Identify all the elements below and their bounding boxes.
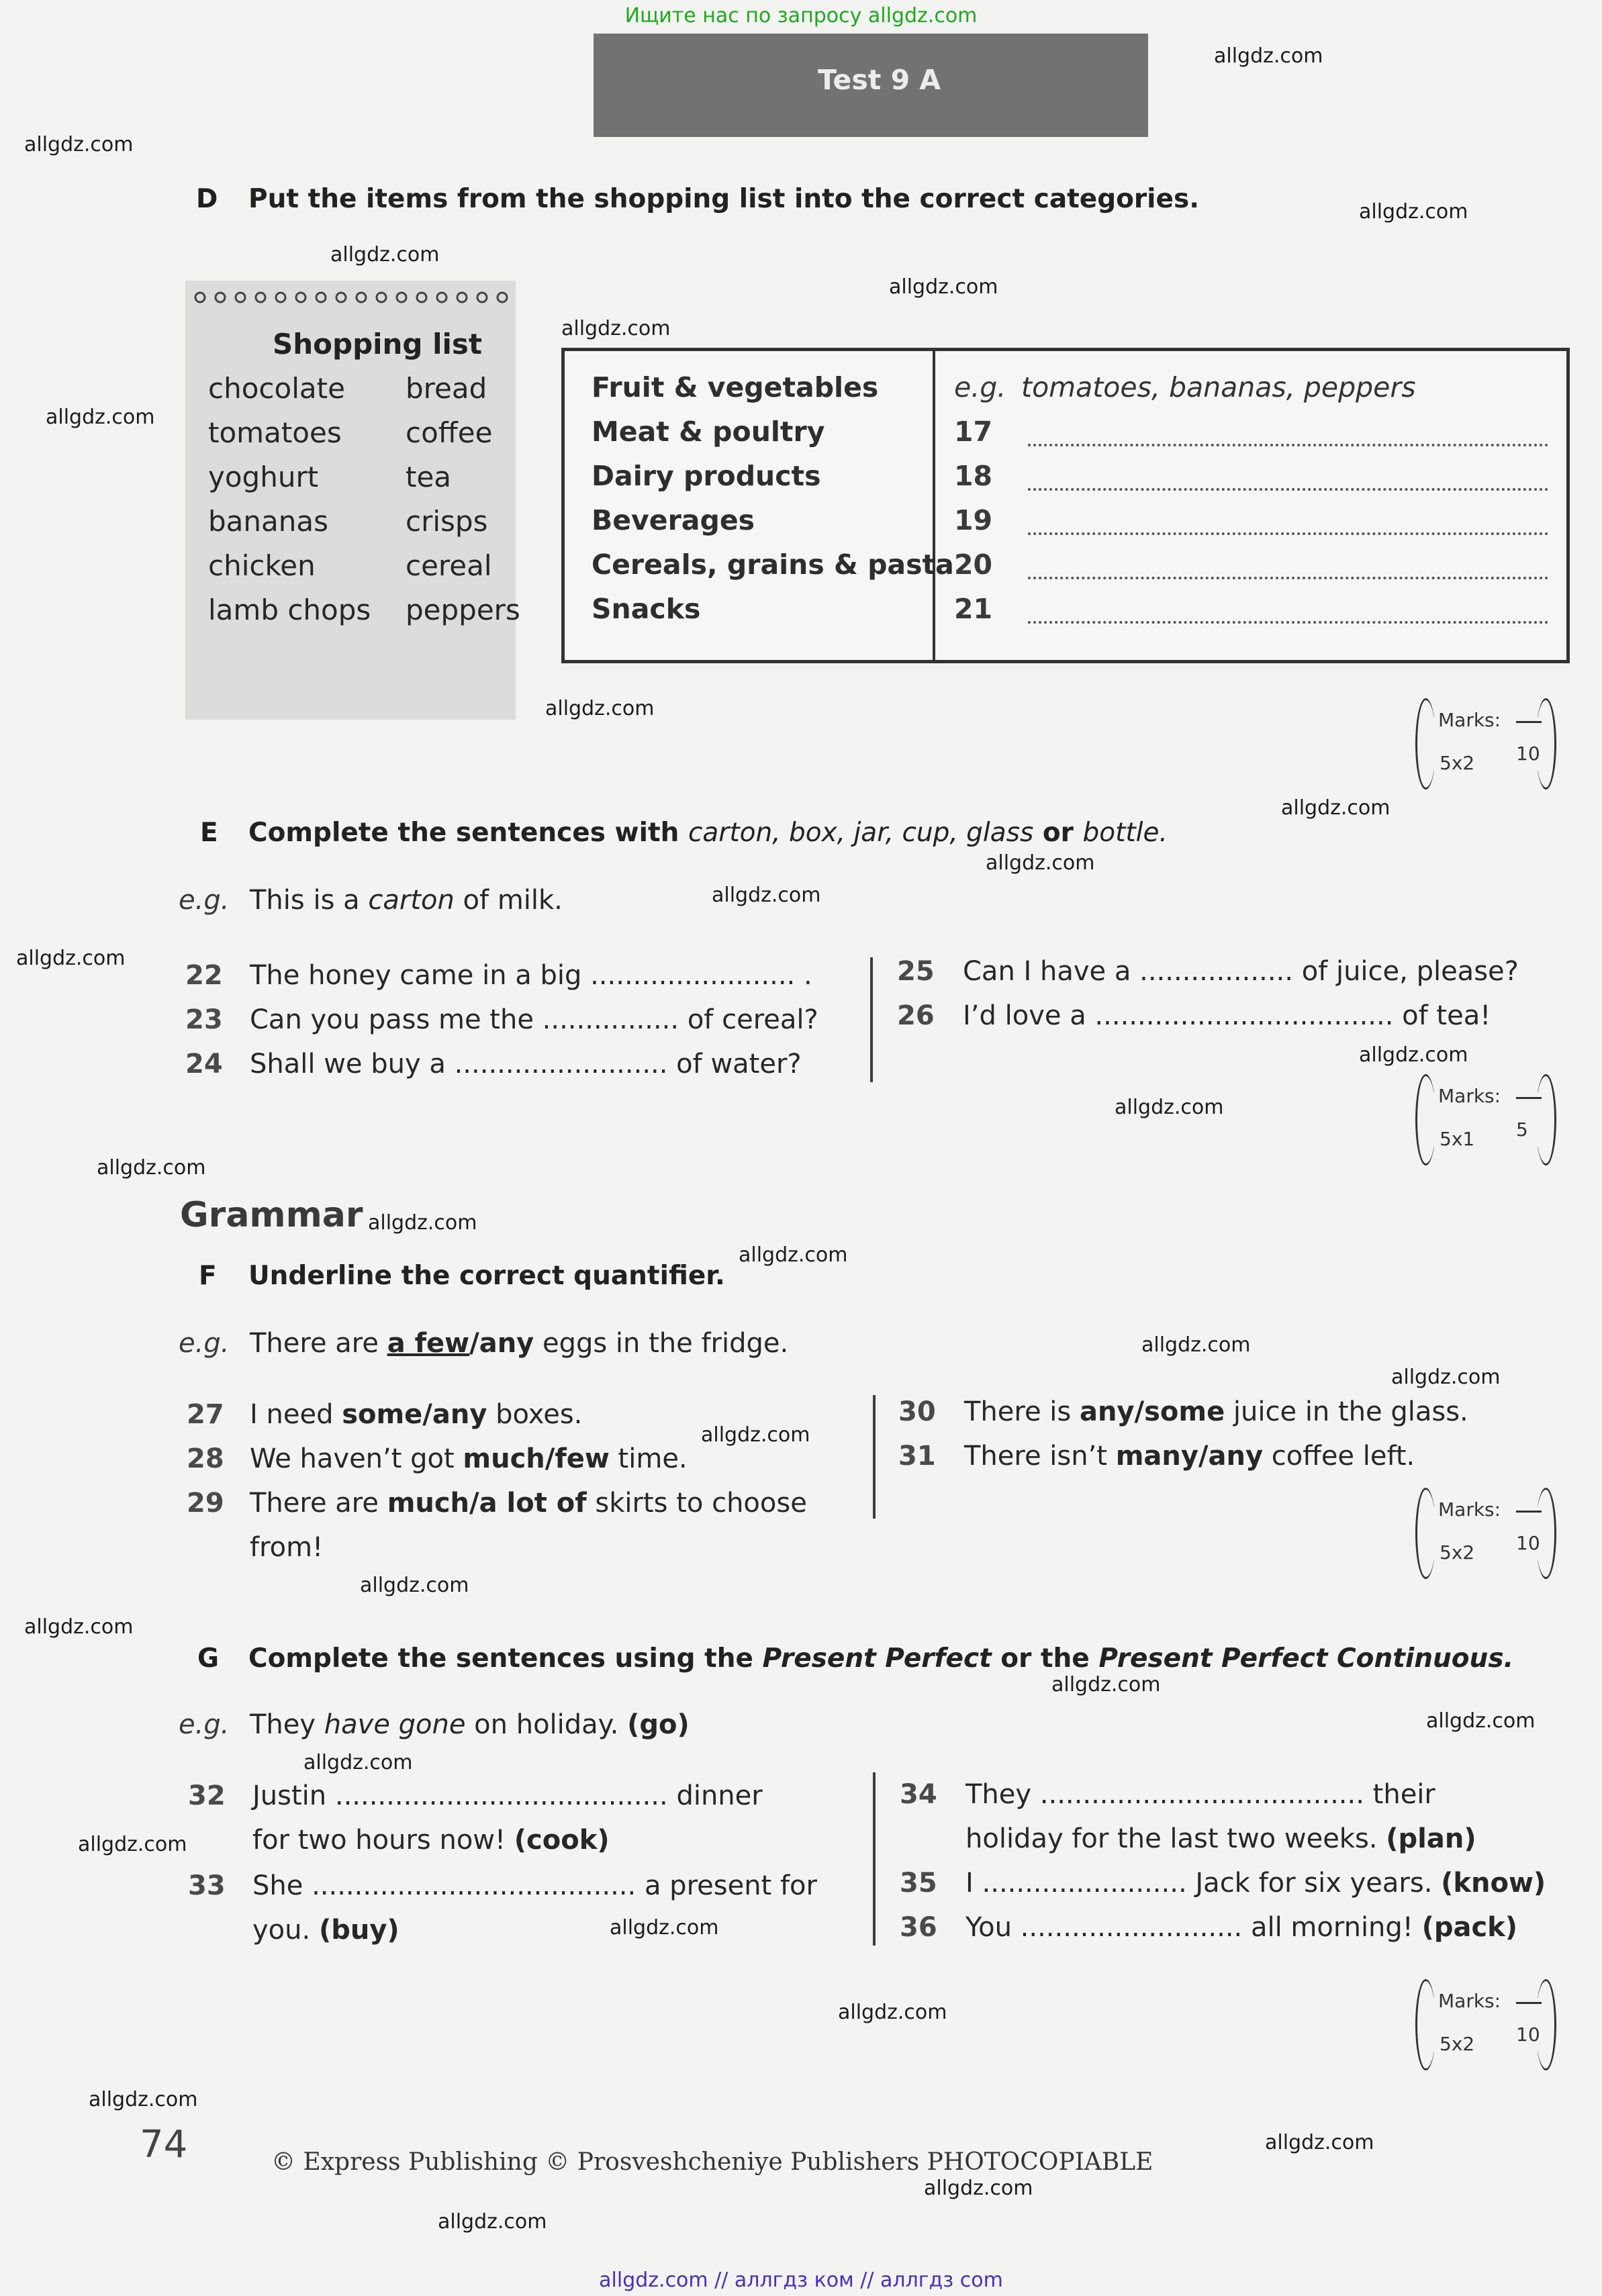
question-number: 17 bbox=[954, 416, 993, 448]
marks-total: 10 bbox=[1516, 1532, 1540, 1554]
answer-blank-20[interactable] bbox=[1028, 573, 1548, 579]
question-number: 22 bbox=[185, 960, 223, 991]
question-35: I ........................ Jack for six years. (know) bbox=[965, 1868, 1546, 1899]
shopping-item: cereal bbox=[406, 549, 492, 582]
watermark: allgdz.com bbox=[330, 243, 440, 267]
question-30: There is any/some juice in the glass. bbox=[964, 1396, 1468, 1427]
watermark: allgdz.com bbox=[368, 1211, 477, 1235]
watermark: allgdz.com bbox=[889, 275, 998, 299]
watermark: allgdz.com bbox=[610, 1916, 719, 1940]
watermark: allgdz.com bbox=[924, 2177, 1033, 2200]
question-29-continued: from! bbox=[250, 1532, 324, 1563]
marks-bracket bbox=[1536, 1074, 1556, 1165]
answer-blank-18[interactable] bbox=[1028, 484, 1548, 491]
marks-total: 10 bbox=[1516, 743, 1540, 765]
watermark: allgdz.com bbox=[701, 1423, 810, 1447]
shopping-item: tea bbox=[406, 461, 452, 493]
categories-table bbox=[561, 348, 1570, 663]
torn-edge bbox=[185, 708, 516, 724]
question-number: 31 bbox=[898, 1441, 936, 1472]
question-number: 32 bbox=[188, 1780, 226, 1811]
section-f-letter: F bbox=[199, 1261, 217, 1291]
page-number: 74 bbox=[140, 2123, 188, 2166]
category-label: Dairy products bbox=[592, 460, 821, 492]
spiral-binding-icon bbox=[191, 287, 510, 307]
example-sentence: There are a few/any eggs in the fridge. bbox=[250, 1328, 789, 1359]
quantifier-choice[interactable]: much/a lot of bbox=[387, 1488, 587, 1519]
shopping-item: bread bbox=[406, 372, 487, 405]
category-label: Fruit & vegetables bbox=[592, 371, 879, 403]
grammar-heading: Grammar bbox=[180, 1195, 363, 1235]
column-divider bbox=[873, 1395, 876, 1519]
question-33: She ...................................... a present for bbox=[252, 1870, 817, 1901]
question-number: 29 bbox=[187, 1488, 224, 1519]
watermark: allgdz.com bbox=[1141, 1333, 1251, 1357]
question-number: 23 bbox=[185, 1004, 223, 1035]
question-22: The honey came in a big ........................ . bbox=[250, 960, 812, 991]
marks-score-blank[interactable] bbox=[1516, 2002, 1542, 2004]
question-32: Justin ....................................... dinner bbox=[252, 1780, 763, 1811]
shopping-item: chocolate bbox=[208, 372, 345, 405]
test-header bbox=[594, 34, 1148, 137]
example-label: e.g. bbox=[179, 885, 230, 916]
question-number: 24 bbox=[185, 1049, 223, 1080]
section-e-letter: E bbox=[200, 818, 218, 848]
example-sentence: They have gone on holiday. (go) bbox=[250, 1709, 690, 1740]
column-divider bbox=[873, 1772, 876, 1946]
example-label: e.g. bbox=[179, 1328, 230, 1359]
shopping-list-title: Shopping list bbox=[273, 328, 482, 361]
watermark: allgdz.com bbox=[1426, 1709, 1536, 1733]
quantifier-choice[interactable]: some/any bbox=[342, 1399, 487, 1430]
watermark: allgdz.com bbox=[303, 1751, 413, 1774]
marks-bracket bbox=[1415, 1979, 1436, 2070]
question-number: 27 bbox=[187, 1399, 224, 1430]
watermark: allgdz.com bbox=[78, 1833, 187, 1856]
marks-multiplier: 5x2 bbox=[1440, 1541, 1475, 1564]
question-number: 34 bbox=[900, 1779, 937, 1810]
watermark: allgdz.com bbox=[24, 1615, 134, 1639]
marks-label: Marks: bbox=[1438, 709, 1501, 731]
marks-score-blank[interactable] bbox=[1516, 1511, 1542, 1513]
shopping-item: tomatoes bbox=[208, 416, 342, 449]
shopping-item: yoghurt bbox=[208, 461, 319, 493]
marks-label: Marks: bbox=[1438, 1990, 1501, 2012]
marks-box-f bbox=[1415, 1488, 1556, 1575]
example-label: e.g. bbox=[179, 1709, 230, 1740]
answer-blank-19[interactable] bbox=[1028, 528, 1548, 535]
answer-blank-17[interactable] bbox=[1028, 440, 1548, 446]
question-34-continued: holiday for the last two weeks. (plan) bbox=[965, 1823, 1476, 1854]
example-sentence: This is a carton of milk. bbox=[250, 885, 563, 916]
watermark: allgdz.com bbox=[89, 2088, 198, 2111]
marks-multiplier: 5x1 bbox=[1440, 1128, 1475, 1150]
section-g-instruction: Complete the sentences using the Present Perfect or the Present Perfect Continuous. bbox=[248, 1643, 1514, 1674]
marks-box-g bbox=[1415, 1979, 1556, 2066]
watermark: allgdz.com bbox=[712, 883, 821, 907]
example-label: e.g. bbox=[954, 371, 1006, 403]
watermark: allgdz.com bbox=[438, 2210, 547, 2234]
shopping-item: chicken bbox=[208, 549, 316, 582]
question-number: 35 bbox=[900, 1868, 937, 1899]
marks-box-d bbox=[1415, 698, 1556, 785]
marks-bracket bbox=[1415, 698, 1436, 790]
test-title: Test 9 A bbox=[818, 64, 941, 96]
question-33-continued: you. (buy) bbox=[252, 1915, 399, 1946]
watermark: allgdz.com bbox=[986, 851, 1095, 875]
section-d-instruction: Put the items from the shopping list into the correct categories. bbox=[248, 184, 1200, 214]
question-number: 30 bbox=[898, 1396, 936, 1427]
shopping-item: lamb chops bbox=[208, 593, 371, 626]
watermark: allgdz.com bbox=[1281, 796, 1391, 820]
question-27: I need some/any boxes. bbox=[250, 1399, 583, 1430]
question-25: Can I have a .................. of juice, please? bbox=[963, 956, 1519, 987]
column-divider bbox=[870, 957, 873, 1082]
question-number: 33 bbox=[188, 1870, 226, 1901]
section-f-instruction: Underline the correct quantifier. bbox=[248, 1261, 725, 1291]
watermark: allgdz.com bbox=[1391, 1366, 1501, 1389]
marks-score-blank[interactable] bbox=[1516, 1097, 1542, 1099]
question-29: There are much/a lot of skirts to choose bbox=[250, 1488, 807, 1519]
watermark: allgdz.com bbox=[1214, 44, 1323, 68]
question-number: 19 bbox=[954, 504, 993, 536]
watermark: allgdz.com bbox=[739, 1243, 848, 1267]
top-banner[interactable]: Ищите нас по запросу allgdz.com bbox=[624, 4, 978, 28]
marks-score-blank[interactable] bbox=[1516, 721, 1542, 723]
answer-blank-21[interactable] bbox=[1028, 617, 1548, 624]
watermark: allgdz.com bbox=[24, 133, 134, 156]
question-number: 25 bbox=[897, 956, 935, 987]
question-31: There isn’t many/any coffee left. bbox=[964, 1441, 1415, 1472]
question-number: 26 bbox=[897, 1000, 935, 1031]
marks-total: 5 bbox=[1516, 1118, 1528, 1141]
watermark: allgdz.com bbox=[1051, 1673, 1161, 1696]
shopping-item: peppers bbox=[406, 593, 520, 626]
question-number: 36 bbox=[900, 1912, 937, 1943]
watermark: allgdz.com bbox=[97, 1156, 206, 1180]
question-26: I’d love a ................................... of tea! bbox=[963, 1000, 1491, 1031]
marks-box-e bbox=[1415, 1074, 1556, 1161]
watermark: allgdz.com bbox=[360, 1574, 469, 1597]
section-d-letter: D bbox=[196, 184, 218, 214]
question-28: We haven’t got much/few time. bbox=[250, 1443, 688, 1474]
marks-label: Marks: bbox=[1438, 1085, 1501, 1107]
watermark: allgdz.com bbox=[1115, 1096, 1224, 1119]
watermark: allgdz.com bbox=[16, 947, 126, 970]
shopping-item: bananas bbox=[208, 505, 328, 538]
copyright-footer: © Express Publishing © Prosveshcheniye Publishers PHOTOCOPIABLE bbox=[271, 2148, 1153, 2176]
category-label: Beverages bbox=[592, 504, 755, 536]
marks-bracket bbox=[1415, 1488, 1436, 1579]
question-23: Can you pass me the ................ of cereal? bbox=[250, 1004, 818, 1035]
question-24: Shall we buy a ......................... of water? bbox=[250, 1049, 802, 1080]
section-g-letter: G bbox=[197, 1643, 220, 1674]
shopping-list-card bbox=[185, 281, 520, 720]
question-number: 20 bbox=[954, 548, 993, 581]
quantifier-choice[interactable]: many/any bbox=[1115, 1441, 1264, 1472]
watermark: allgdz.com bbox=[545, 697, 655, 720]
category-label: Cereals, grains & pasta bbox=[592, 548, 954, 581]
watermark: allgdz.com bbox=[561, 317, 671, 340]
marks-bracket bbox=[1415, 1074, 1436, 1165]
question-number: 18 bbox=[954, 460, 993, 492]
category-label: Snacks bbox=[592, 593, 701, 625]
question-number: 28 bbox=[187, 1443, 224, 1474]
watermark: allgdz.com bbox=[1359, 1043, 1468, 1067]
question-36: You .......................... all morning! (pack) bbox=[965, 1912, 1518, 1943]
shopping-item: crisps bbox=[406, 505, 488, 538]
watermark: allgdz.com bbox=[1265, 2131, 1374, 2154]
watermark: allgdz.com bbox=[46, 405, 155, 429]
question-number: 21 bbox=[954, 593, 993, 625]
watermark: allgdz.com bbox=[1359, 200, 1468, 224]
question-32-continued: for two hours now! (cook) bbox=[252, 1825, 610, 1856]
table-divider bbox=[933, 351, 935, 660]
shopping-item: coffee bbox=[406, 416, 493, 449]
bottom-banner[interactable]: allgdz.com // аллгдз ком // аллгдз com bbox=[599, 2268, 1003, 2292]
quantifier-choice[interactable]: much/few bbox=[463, 1443, 610, 1474]
marks-total: 10 bbox=[1516, 2023, 1540, 2046]
marks-multiplier: 5x2 bbox=[1440, 752, 1475, 774]
marks-label: Marks: bbox=[1438, 1498, 1501, 1521]
marks-multiplier: 5x2 bbox=[1440, 2033, 1475, 2055]
example-answer: tomatoes, bananas, peppers bbox=[1021, 371, 1416, 403]
section-e-instruction: Complete the sentences with carton, box, jar, cup, glass or bottle. bbox=[248, 818, 1168, 848]
watermark: allgdz.com bbox=[838, 2001, 947, 2024]
category-label: Meat & poultry bbox=[592, 416, 825, 448]
quantifier-choice[interactable]: any/some bbox=[1079, 1396, 1225, 1427]
question-34: They ...................................... their bbox=[965, 1779, 1435, 1810]
